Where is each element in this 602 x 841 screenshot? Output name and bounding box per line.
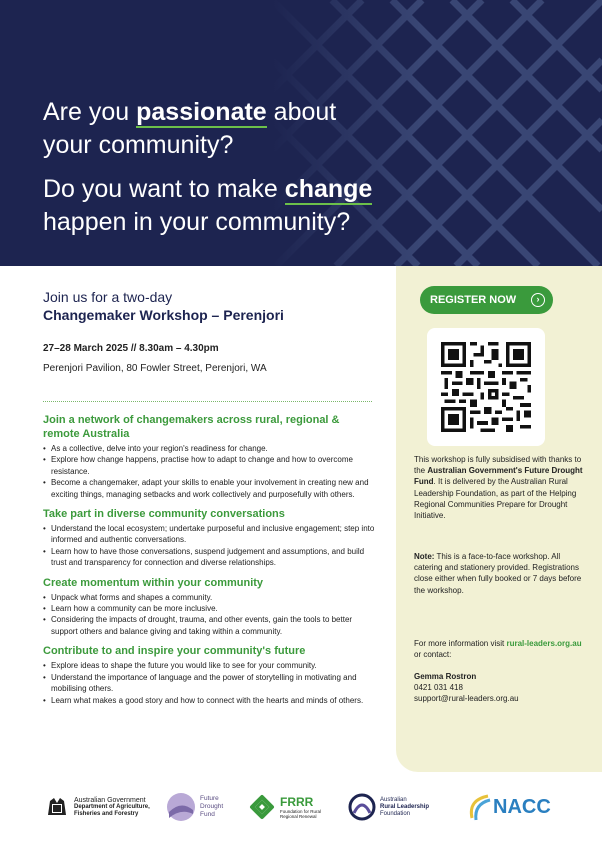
fdf-text: Future: [200, 795, 219, 802]
section-heading: Create momentum within your community: [43, 576, 264, 589]
list-item: • Understand the local ecosystem; undertake purposeful and inclusive engagement; step into informed and authentic conversations.: [43, 523, 378, 546]
hero-text: happen in your community?: [43, 208, 351, 236]
section-momentum: [43, 576, 378, 638]
contact-phone[interactable]: 0421 031 418: [414, 683, 463, 693]
note-text: [414, 551, 584, 596]
contact-name: Gemma Rostron: [414, 672, 477, 681]
bullet-list: [43, 523, 378, 569]
arlf-mark-icon: [348, 793, 376, 821]
nacc-name: NACC: [493, 795, 551, 818]
australian-government-logo: [44, 786, 154, 828]
hero-banner: [0, 0, 602, 266]
list-item: • Considering the impacts of drought, trauma, and other events, gain the tools to better support others and balance giving and taking within a community.: [43, 614, 378, 637]
section-heading: Contribute to and inspire your community's future: [43, 645, 306, 658]
fdf-circle-icon: [166, 792, 196, 822]
subsidy-bold: Australian Government's Future Drought Fund: [414, 466, 583, 487]
subsidy-post: . It is delivered by the Australian Rural Leadership Foundation, as part of the Helping Regional Communities Prepare for Drought Initiative.: [414, 477, 577, 521]
sponsor-logos: [0, 786, 602, 841]
info-post: or contact:: [414, 650, 452, 660]
frrr-sub: Foundation for Rural: [280, 808, 322, 814]
website-link[interactable]: rural-leaders.org.au: [506, 639, 582, 648]
info-pre: For more information visit: [414, 639, 507, 648]
register-label: REGISTER NOW: [430, 294, 517, 306]
list-item: • Explore ideas to shape the future you would like to see for your community.: [43, 660, 378, 671]
list-item: • Learn what makes a good story and how to connect with the hearts and minds of others.: [43, 695, 378, 706]
hero-highlight-change: change: [284, 175, 373, 203]
hero-question-1: [43, 96, 336, 162]
workshop-title: Changemaker Workshop – Perenjori: [43, 307, 284, 323]
note-label: Note:: [414, 552, 435, 561]
frrr-mark-icon: [248, 793, 276, 821]
list-item: • Unpack what forms and shapes a community.: [43, 592, 378, 603]
section-heading: Join a network of changemakers across rural, regional & remote Australia: [43, 414, 340, 440]
arlf-logo: [348, 786, 448, 828]
list-item: • Learn how to have those conversations, suspend judgement and assumptions, and build trust and transparency for connection and diverse relationships.: [43, 546, 378, 569]
workshop-intro: [43, 288, 378, 374]
arlf-text: Foundation: [380, 810, 411, 817]
frrr-logo: [248, 786, 334, 828]
divider: [43, 401, 372, 402]
chevron-right-circle-icon: ›: [531, 293, 545, 307]
note-body: This is a face-to-face workshop. All catering and stationery provided. Registrations close either when fully booked or 7 days before the workshop.: [414, 552, 582, 595]
frrr-name: FRRR: [280, 794, 314, 809]
gov-name: Australian Government: [74, 796, 146, 804]
arlf-text: Rural Leadership: [380, 803, 430, 810]
hero-question-2: [43, 173, 372, 239]
workshop-venue: Perenjori Pavilion, 80 Fowler Street, Perenjori, WA: [43, 363, 267, 374]
nacc-swoosh-icon: [466, 792, 492, 822]
coat-of-arms-icon: [44, 795, 70, 819]
list-item: • Explore how change happens, practise how to adapt to change and how to overcome resistance.: [43, 454, 378, 477]
workshop-date: 27–28 March 2025 // 8.30am – 4.30pm: [43, 343, 219, 354]
section-future: [43, 644, 378, 706]
bullet-list: [43, 660, 378, 706]
contact-block: [414, 671, 584, 705]
register-now-button[interactable]: [420, 286, 553, 314]
hero-highlight-passionate: passionate: [136, 98, 267, 126]
qr-code-card[interactable]: [427, 328, 545, 446]
gov-dept: Department of Agriculture,: [74, 803, 150, 810]
workshop-sections: [43, 413, 378, 713]
fdf-text: Fund: [200, 811, 215, 818]
subsidy-text: [414, 454, 584, 521]
qr-code-icon: [441, 342, 531, 432]
hero-text: about: [266, 98, 337, 126]
section-heading: Take part in diverse community conversations: [43, 508, 285, 521]
arlf-text: Australian: [380, 796, 407, 803]
intro-lead: Join us for a two-day: [43, 289, 173, 305]
frrr-sub: Regional Renewal: [280, 813, 317, 819]
section-network: [43, 413, 378, 500]
hero-text: Are you: [43, 98, 137, 126]
bullet-list: [43, 443, 378, 500]
list-item: • As a collective, delve into your region's readiness for change.: [43, 443, 378, 454]
bullet-list: [43, 592, 378, 638]
hero-text: Do you want to make: [43, 175, 285, 203]
info-text: [414, 638, 584, 660]
gov-dept: Fisheries and Forestry: [74, 810, 139, 817]
section-conversations: [43, 507, 378, 569]
registration-panel: [396, 266, 602, 772]
future-drought-fund-logo: [166, 786, 236, 828]
hero-text: your community?: [43, 131, 234, 159]
list-item: • Understand the importance of language and the power of storytelling in motivating and mobilising others.: [43, 672, 378, 695]
list-item: • Become a changemaker, adapt your skills to enable your involvement in creating new and exciting things, managing setbacks and work collectively and purposefully with others.: [43, 477, 378, 500]
list-item: • Learn how a community can be more inclusive.: [43, 603, 378, 614]
contact-email[interactable]: support@rural-leaders.org.au: [414, 694, 519, 704]
fdf-text: Drought: [200, 803, 224, 810]
nacc-logo: [466, 786, 556, 828]
subsidy-pre: This workshop is fully subsidised with thanks to the: [414, 455, 582, 476]
